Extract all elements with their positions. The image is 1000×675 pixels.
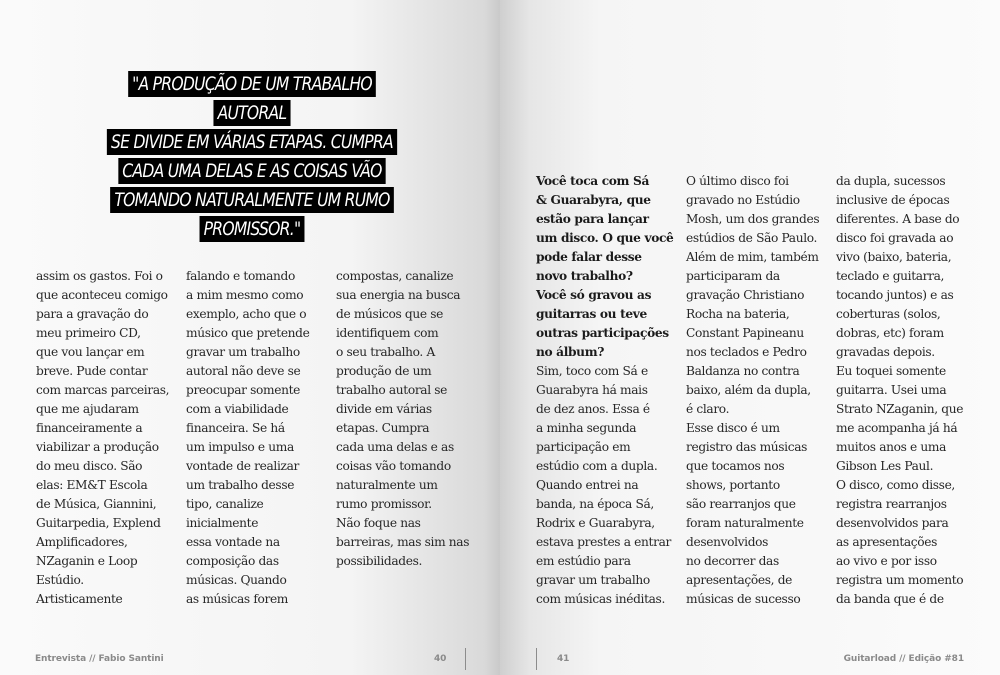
page-number: 40 [434, 654, 447, 664]
footer-magazine-label: Guitarload // Edição #81 [843, 654, 964, 664]
right-page [500, 0, 1000, 675]
pull-quote [104, 70, 399, 244]
interview-answer: Sim, toco com Sá e Guarabyra há mais de dez anos. Essa é a minha segunda participação em estúdio com a dupla. Quando entrei na banda, na época Sá, Rodrix e Guarabyra, estava prestes a entrar em estúdio para gravar um trabalho com músicas inéditas. [536, 364, 671, 606]
body-column-3: da dupla, sucessos inclusive de épocas diferentes. A base do disco foi gravada ao vivo (baixo, bateria, teclado e guitarra, tocando juntos) e as coberturas (solos, dobras, etc) foram gravadas depois. Eu toquei somente guitarra. Usei uma Strato NZaganin, que me acompanha já há muitos anos e uma Gibson Les Paul. O disco, como disse, registra rearranjos desenvolvidos para as apresentações ao vivo e por isso registra um momento da banda que é de [836, 174, 964, 606]
body-column-1 [536, 172, 676, 609]
pull-quote-line: "A PRODUÇÃO DE UM TRABALHO AUTORAL [128, 71, 376, 126]
page-number: 41 [557, 654, 570, 664]
footer-divider [465, 648, 466, 670]
pull-quote-line: PROMISSOR." [199, 216, 304, 242]
footer-section-label: Entrevista // Fabio Santini [35, 654, 164, 664]
footer-divider [536, 648, 537, 670]
interview-question: Você toca com Sá & Guarabyra, que estão para lançar um disco. O que você pode falar desse novo trabalho? Você só gravou as guitarras ou teve outras participações no álbum? [536, 174, 674, 359]
body-column-3: compostas, canalize sua energia na busca de músicos que se identifiquem com o seu trabalho. A produção de um trabalho autoral se divide em várias etapas. Cumpra cada uma delas e as coisas vão tomando naturalmente um rumo promissor. Não foque nas barreiras, mas sim nas possibilidades. [336, 269, 470, 568]
pull-quote-line: CADA UMA DELAS E AS COISAS VÃO [118, 158, 386, 184]
body-column-2: O último disco foi gravado no Estúdio Mosh, um dos grandes estúdios de São Paulo. Além de mim, também participaram da gravação Christiano Rocha na bateria, Constant Papineanu nos teclados e Pedro Baldanza no contra baixo, além da dupla, é claro. Esse disco é um registro das músicas que tocamos nos shows, portanto são rearranjos que foram naturalmente desenvolvidos no decorrer das apresentações, de músicas de sucesso [686, 174, 820, 606]
pull-quote-line: TOMANDO NATURALMENTE UM RUMO [110, 187, 394, 213]
body-column-1: assim os gastos. Foi o que aconteceu comigo para a gravação do meu primeiro CD, que vou lançar em breve. Pude contar com marcas parceiras, que me ajudaram financeiramente a viabilizar a produção do meu disco. São elas: EM&T Escola de Música, Giannini, Guitarpedia, Explend Amplificadores, NZaganin e Loop Estúdio. Artisticamente [36, 269, 170, 606]
body-column-2: falando e tomando a mim mesmo como exemplo, acho que o músico que pretende gravar um trabalho autoral não deve se preocupar somente com a viabilidade financeira. Se há um impulso e uma vontade de realizar um trabalho desse tipo, canalize inicialmente essa vontade na composição das músicas. Quando as músicas forem [186, 269, 310, 606]
pull-quote-line: SE DIVIDE EM VÁRIAS ETAPAS. CUMPRA [107, 129, 397, 155]
